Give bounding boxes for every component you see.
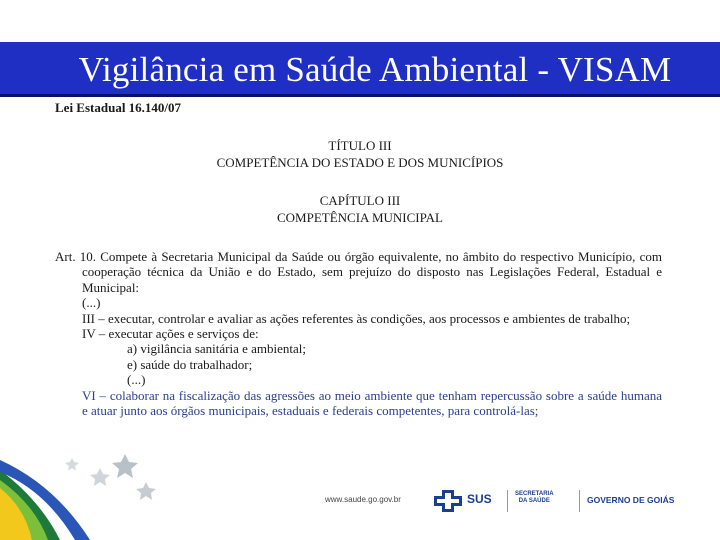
secretaria-line-2: DA SAÚDE <box>518 498 550 504</box>
article-item-iii: III – executar, controlar e avaliar as ações referentes às condições, aos processos e ambientes de trabalho; <box>82 310 631 326</box>
law-reference: Lei Estadual 16.140/07 <box>55 100 182 115</box>
article-subitem-e: e) saúde do trabalhador; <box>127 356 253 372</box>
titulo-number: TÍTULO III <box>328 138 392 153</box>
titulo-heading <box>0 137 720 171</box>
article-item-vi: VI – colaborar na fiscalização das agressões ao meio ambiente que tenham repercussão sobre a saúde humana e atuar junto aos órgãos municipais, estaduais e federais competentes, para controlá-las; <box>82 387 662 419</box>
sus-label: SUS <box>467 492 492 506</box>
capitulo-heading <box>0 192 720 226</box>
decorative-swoosh-stars <box>0 440 180 540</box>
website-url: www.saude.go.gov.br <box>325 495 401 504</box>
title-bar <box>0 42 720 97</box>
article-item-iv: IV – executar ações e serviços de: <box>82 326 259 342</box>
capitulo-number: CAPÍTULO III <box>319 193 401 208</box>
article-text <box>55 249 662 418</box>
slide-title: Vigilância em Saúde Ambiental - VISAM <box>78 50 672 89</box>
article-subitem-a: a) vigilância sanitária e ambiental; <box>127 341 307 357</box>
capitulo-name: COMPETÊNCIA MUNICIPAL <box>276 210 443 225</box>
secretaria-line-1: SECRETARIA <box>515 491 554 497</box>
sus-cross-icon <box>430 488 466 514</box>
article-ellipsis-2: (...) <box>127 372 146 388</box>
footer-divider <box>507 490 508 512</box>
secretaria-logo <box>515 491 554 505</box>
article-intro: Art. 10. Compete à Secretaria Municipal da Saúde ou órgão equivalente, no âmbito do respectivo Município, com cooperação técnica da União e do Estado, sem prejuízo do disposto nas Legislações Federal, Estadual e Municipal: <box>55 249 662 295</box>
governo-label: GOVERNO DE GOIÁS <box>587 495 675 505</box>
footer-divider <box>579 490 580 512</box>
titulo-name: COMPETÊNCIA DO ESTADO E DOS MUNICÍPIOS <box>216 155 504 170</box>
footer-logos <box>325 486 695 516</box>
article-ellipsis-1: (...) <box>82 295 101 311</box>
